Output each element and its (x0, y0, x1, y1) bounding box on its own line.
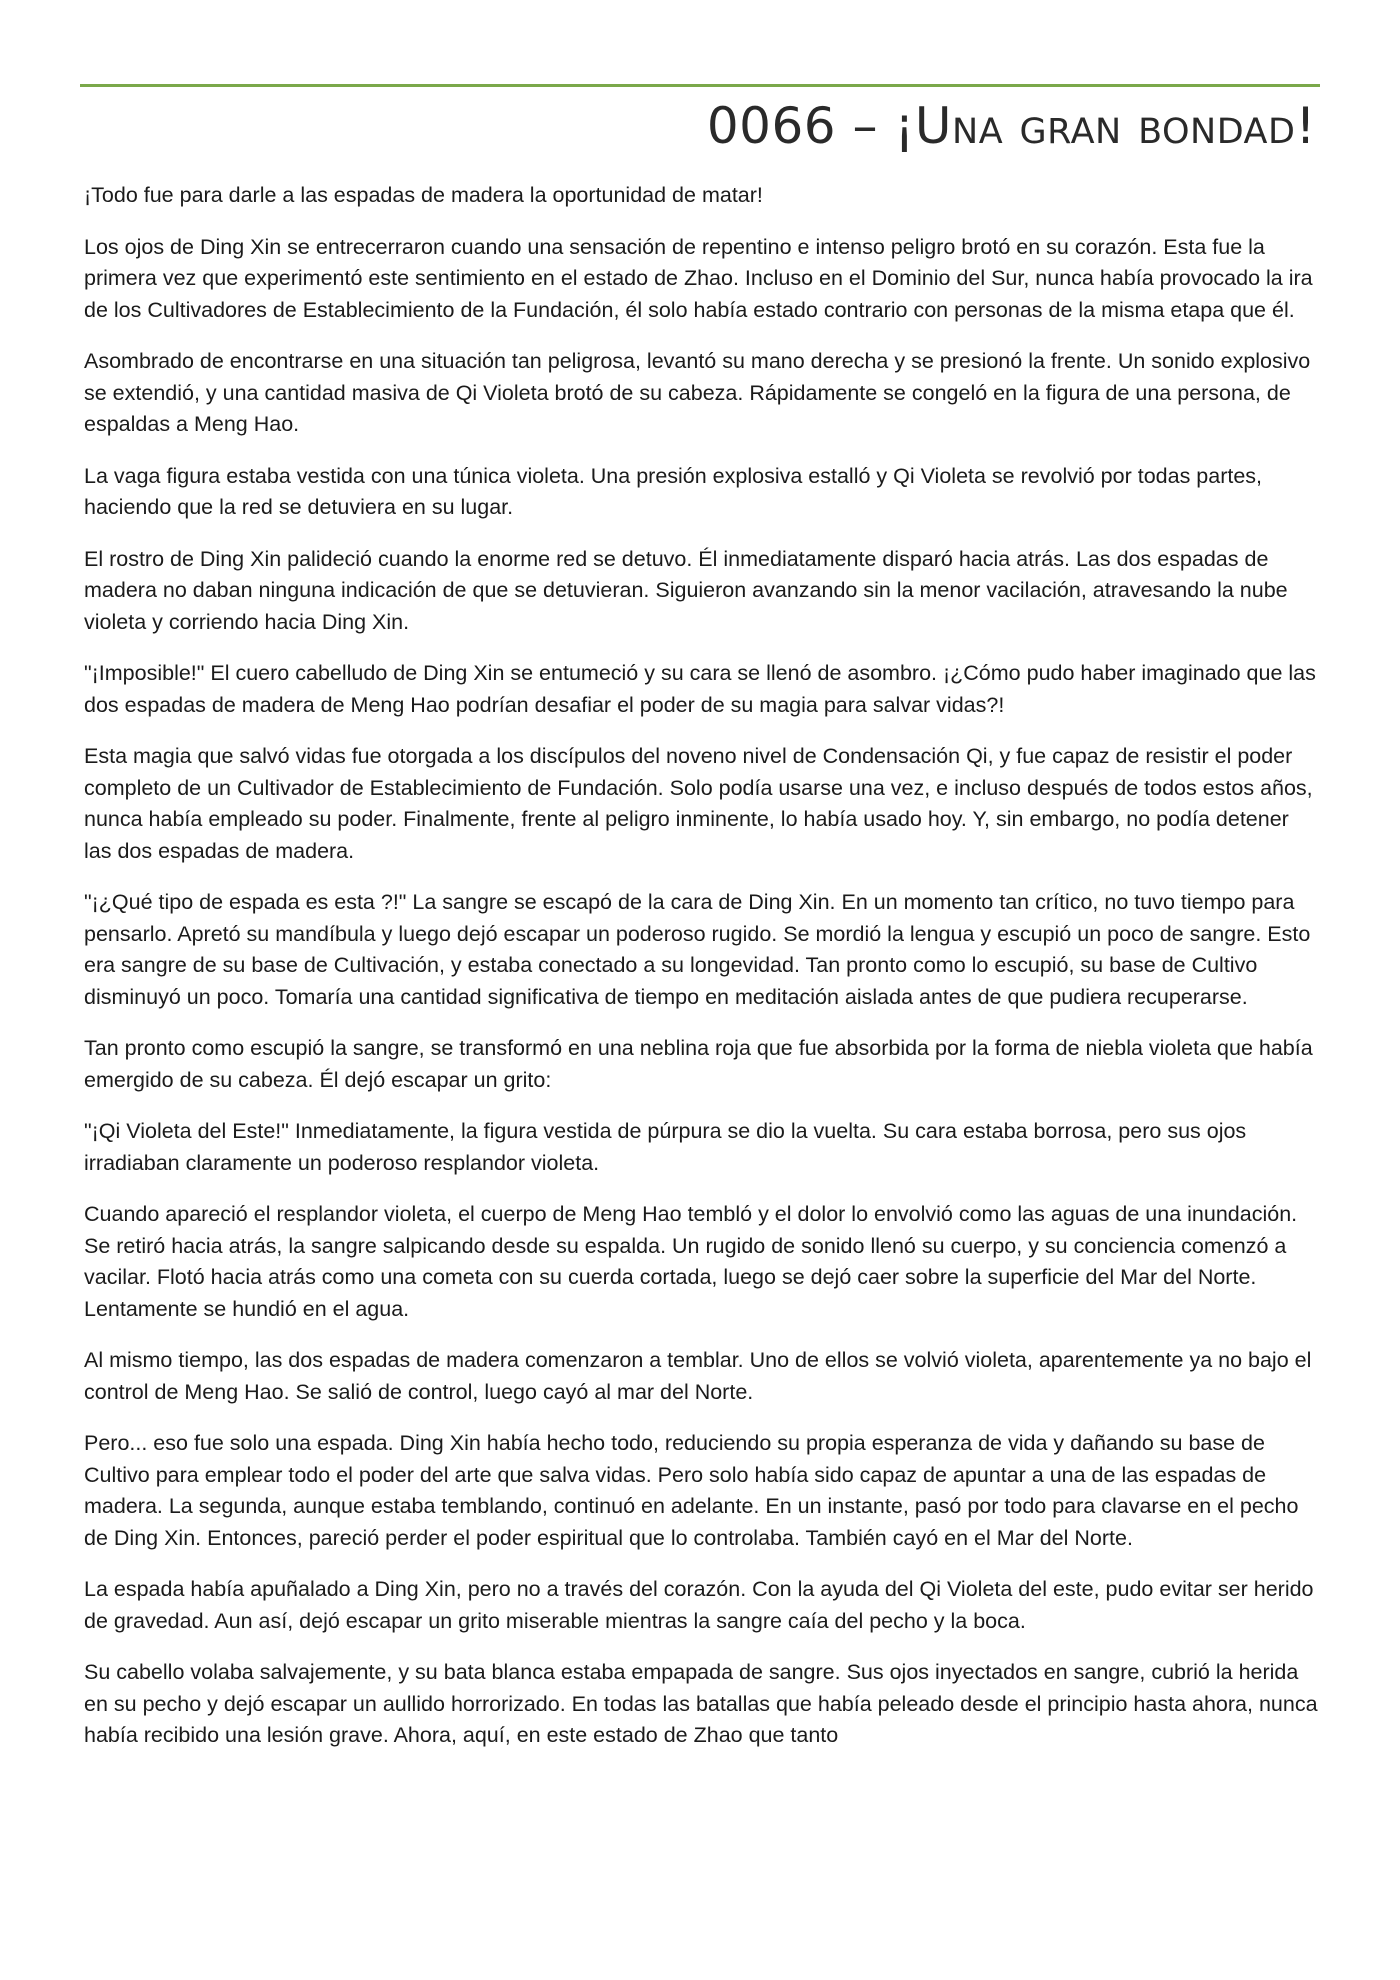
paragraph: La espada había apuñalado a Ding Xin, pero no a través del corazón. Con la ayuda del Qi Violeta del este, pudo evitar ser herido de gravedad. Aun así, dejó escapar un grito miserable mientras la sangre caía del pecho y la boca. (84, 1577, 1314, 1633)
paragraph: Al mismo tiempo, las dos espadas de madera comenzaron a temblar. Uno de ellos se volvió violeta, aparentemente ya no bajo el control de Meng Hao. Se salió de control, luego cayó al mar del Norte. (84, 1348, 1312, 1404)
header-rule (80, 84, 1320, 87)
paragraph: "¡Imposible!" El cuero cabelludo de Ding Xin se entumeció y su cara se llenó de asombro. ¡¿Cómo pudo haber imaginado que las dos espadas de madera de Meng Hao podrían desafiar el poder de su magia para salvar vidas?! (84, 661, 1316, 717)
paragraph: Asombrado de encontrarse en una situación tan peligrosa, levantó su mano derecha y se presionó la frente. Un sonido explosivo se extendió, y una cantidad masiva de Qi Violeta brotó de su cabeza. Rápidamente se congeló en la figura de una persona, de espaldas a Meng Hao. (84, 349, 1311, 436)
chapter-body (84, 180, 1320, 1772)
chapter-title: 0066 – ¡Una gran bondad! (706, 97, 1316, 155)
paragraph: "¡Qi Violeta del Este!" Inmediatamente, la figura vestida de púrpura se dio la vuelta. Su cara estaba borrosa, pero sus ojos irradiaban claramente un poderoso resplandor violeta. (84, 1119, 1247, 1175)
paragraph: La vaga figura estaba vestida con una túnica violeta. Una presión explosiva estalló y Qi Violeta se revolvió por todas partes, haciendo que la red se detuviera en su lugar. (84, 463, 1263, 519)
paragraph: Pero... eso fue solo una espada. Ding Xin había hecho todo, reduciendo su propia esperanza de vida y dañando su base de Cultivo para emplear todo el poder del arte que salva vidas. Pero solo había sido capaz de apuntar a una de las espadas de madera. La segunda, aunque estaba temblando, continuó en adelante. En un instante, pasó por todo para clavarse en el pecho de Ding Xin. Entonces, pareció perder el poder espiritual que lo controlaba. También cayó en el Mar del Norte. (84, 1431, 1299, 1550)
paragraph: Los ojos de Ding Xin se entrecerraron cuando una sensación de repentino e intenso peligro brotó en su corazón. Esta fue la primera vez que experimentó este sentimiento en el estado de Zhao. Incluso en el Dominio del Sur, nunca había provocado la ira de los Cultivadores de Establecimiento de la Fundación, él solo había estado contrario con personas de la misma etapa que él. (84, 234, 1313, 322)
paragraph: Esta magia que salvó vidas fue otorgada a los discípulos del noveno nivel de Condensación Qi, y fue capaz de resistir el poder completo de un Cultivador de Establecimiento de Fundación. Solo podía usarse una vez, e incluso después de todos estos años, nunca había empleado su poder. Finalmente, frente al peligro inminente, lo había usado hoy. Y, sin embargo, no podía detener las dos espadas de madera. (84, 744, 1313, 863)
paragraph: ¡Todo fue para darle a las espadas de madera la oportunidad de matar! (84, 183, 763, 207)
paragraph: Su cabello volaba salvajemente, y su bata blanca estaba empapada de sangre. Sus ojos inyectados en sangre, cubrió la herida en su pecho y dejó escapar un aullido horrorizado. En todas las batallas que había peleado desde el principio hasta ahora, nunca había recibido una lesión grave. Ahora, aquí, en este estado de Zhao que tanto (84, 1660, 1318, 1747)
paragraph: Cuando apareció el resplandor violeta, el cuerpo de Meng Hao tembló y el dolor lo envolvió como las aguas de una inundación. Se retiró hacia atrás, la sangre salpicando desde su espalda. Un rugido de sonido llenó su cuerpo, y su conciencia comenzó a vacilar. Flotó hacia atrás como una cometa con su cuerda cortada, luego se dejó caer sobre la superficie del Mar del Norte. Lentamente se hundió en el agua. (84, 1202, 1298, 1321)
paragraph: Tan pronto como escupió la sangre, se transformó en una neblina roja que fue absorbida por la forma de niebla violeta que había emergido de su cabeza. Él dejó escapar un grito: (84, 1036, 1313, 1092)
paragraph: El rostro de Ding Xin palideció cuando la enorme red se detuvo. Él inmediatamente disparó hacia atrás. Las dos espadas de madera no daban ninguna indicación de que se detuvieran. Siguieron avanzando sin la menor vacilación, atravesando la nube violeta y corriendo hacia Ding Xin. (84, 546, 1288, 634)
paragraph: "¡¿Qué tipo de espada es esta ?!" La sangre se escapó de la cara de Ding Xin. En un momento tan crítico, no tuvo tiempo para pensarlo. Apretó su mandíbula y luego dejó escapar un poderoso rugido. Se mordió la lengua y escupió un poco de sangre. Esto era sangre de su base de Cultivación, y estaba conectado a su longevidad. Tan pronto como lo escupió, su base de Cultivo disminuyó un poco. Tomaría una cantidad significativa de tiempo en meditación aislada antes de que pudiera recuperarse. (84, 890, 1311, 1009)
